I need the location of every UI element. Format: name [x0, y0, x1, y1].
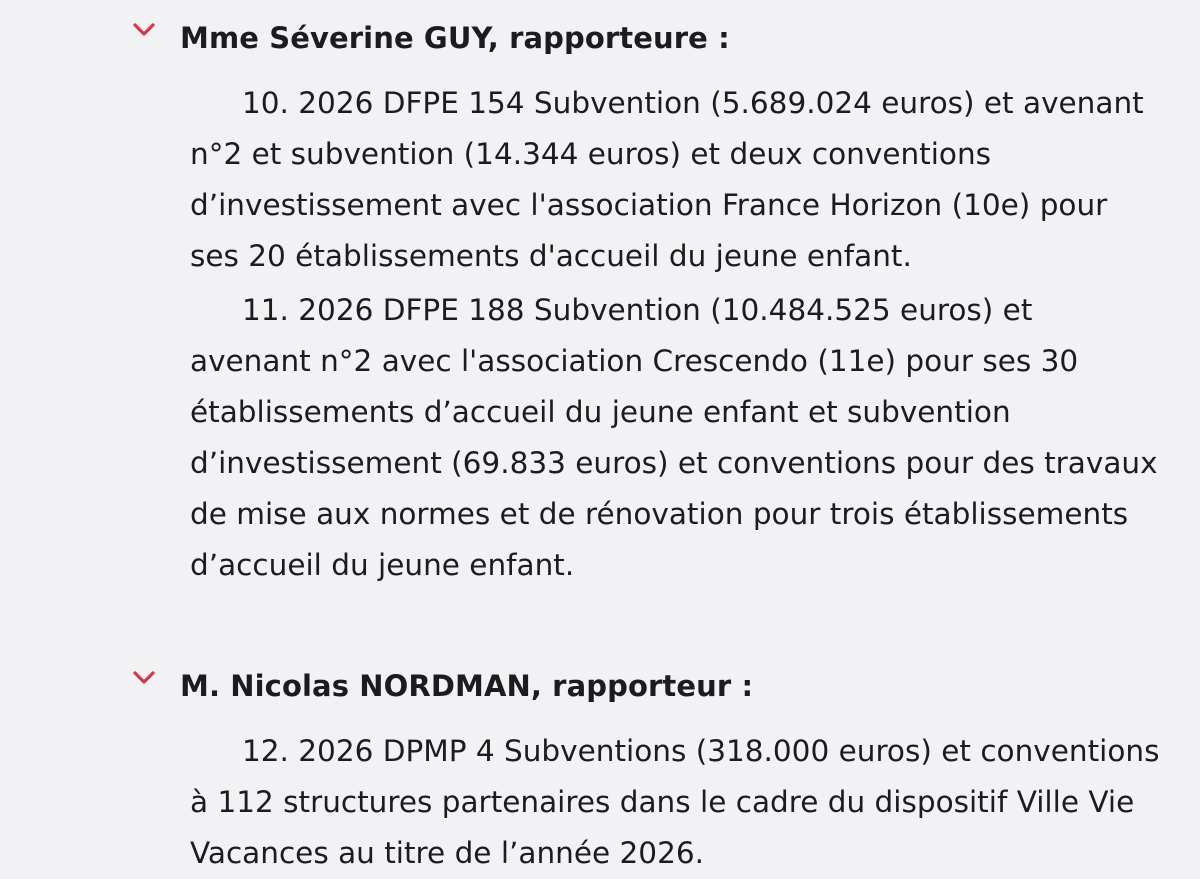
rapporteur-section — [0, 660, 1200, 879]
section-header[interactable] — [0, 660, 1200, 718]
rapporteur-section — [0, 12, 1200, 591]
agenda-item: 12. 2026 DPMP 4 Subventions (318.000 euros) et conventions à 112 structures partenaires dans le cadre du dispositif Ville Vie Vacances au titre de l’année 2026. — [190, 734, 1160, 870]
section-header[interactable] — [0, 12, 1200, 70]
rapporteur-name: Mme Séverine GUY, rapporteure : — [180, 21, 730, 55]
rapporteur-name: M. Nicolas NORDMAN, rapporteur : — [180, 669, 754, 703]
chevron-down-icon[interactable] — [131, 20, 157, 40]
agenda-item: 10. 2026 DFPE 154 Subvention (5.689.024 euros) et avenant n°2 et subvention (14.344 euros) et deux conventions d’investissement avec l'association France Horizon (10e) pour ses 20 établissements d'accueil du jeune enfant. — [190, 86, 1144, 273]
chevron-down-icon[interactable] — [131, 668, 157, 688]
agenda-item: 11. 2026 DFPE 188 Subvention (10.484.525 euros) et avenant n°2 avec l'association Crescendo (11e) pour ses 30 établissements d’accueil du jeune enfant et subvention d’investissement (69.833 euros) et conventions pour des travaux de mise aux normes et de rénovation pour trois établissements d’accueil du jeune enfant. — [190, 293, 1158, 582]
